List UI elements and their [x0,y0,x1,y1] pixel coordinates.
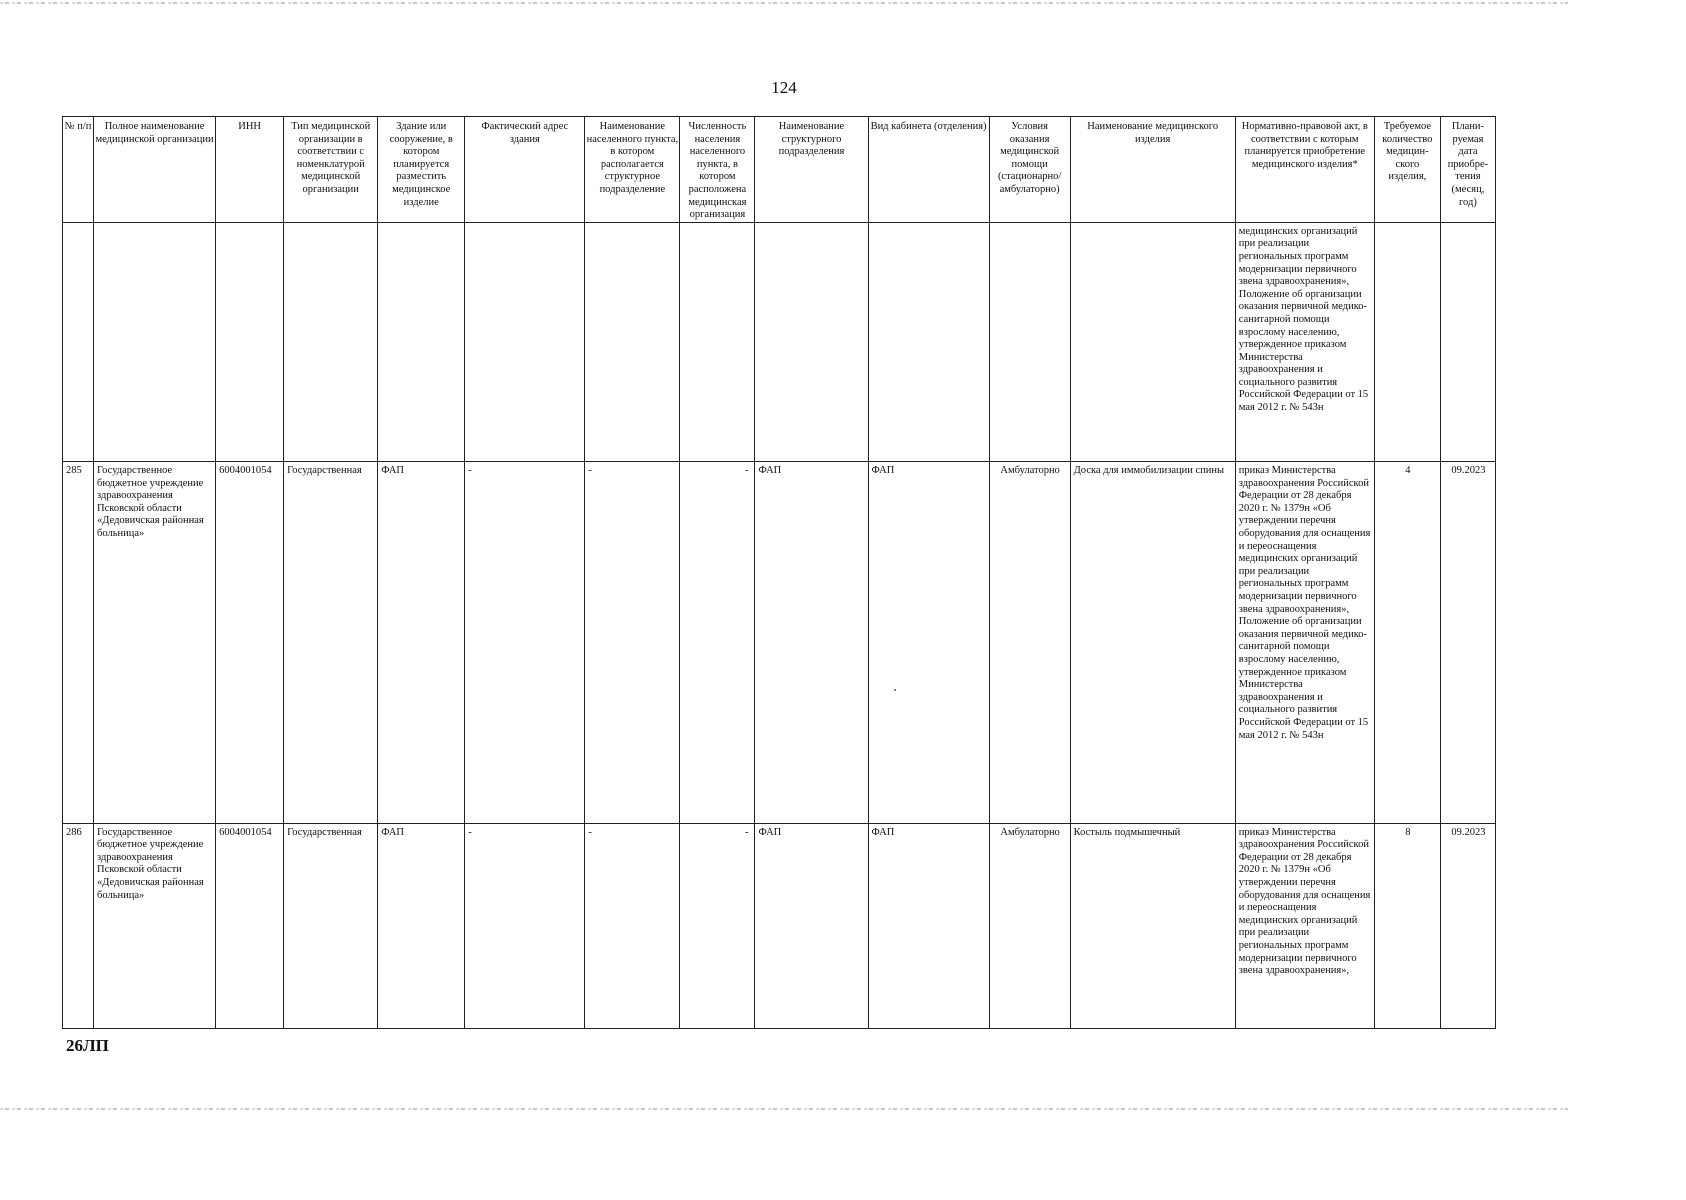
scan-speck [894,689,896,691]
cell-unit: ФАП [755,823,868,1028]
cell-empty [1070,222,1235,461]
header-num: № п/п [63,117,94,223]
header-cabinet: Вид кабинета (отделения) [868,117,989,223]
page-number: 124 [771,78,797,97]
header-conditions: Условия оказания медицинской помощи (стационарно/ амбулаторно) [989,117,1070,223]
cell-empty [989,222,1070,461]
header-type: Тип медицинской организации в соответствии с номенклатурой медицинской организации [284,117,378,223]
cell-empty [284,222,378,461]
cell-quantity: 8 [1374,823,1440,1028]
cell-empty [868,222,989,461]
cell-device: Костыль подмышечный [1070,823,1235,1028]
cell-empty [378,222,465,461]
cell-empty [216,222,284,461]
header-unit: Наименование структурного подразделения [755,117,868,223]
cell-settlement: - [585,462,680,824]
cell-legal-act: приказ Министерства здравоохранения Российской Федерации от 28 декабря 2020 г. № 1379н «Об утверждении перечня оборудования для оснащения и переоснащения медицинских организаций при реализации региональных программ модернизации первичного звена здравоохранения», Положение об организации оказания первичной медико-санитарной помощи взрослому населению, утвержденное приказом Министерства здравоохранения и социального развития Российской Федерации от 15 мая 2012 г. № 543н [1235,462,1374,824]
cell-unit: ФАП [755,462,868,824]
table-row-continuation [63,222,1496,461]
cell-legal-act: медицинских организаций при реализации региональных программ модернизации первичного звена здравоохранения», Положение об организации оказания первичной медико-санитарной помощи взрослому населению, утвержденное приказом Министерства здравоохранения и социального развития Российской Федерации от 15 мая 2012 г. № 543н [1235,222,1374,461]
cell-empty [1374,222,1440,461]
cell-empty [63,222,94,461]
cell-population: - [680,462,755,824]
cell-date: 09.2023 [1440,462,1495,824]
header-device: Наименование медицинского изделия [1070,117,1235,223]
cell-type: Государственная [284,462,378,824]
cell-inn: 6004001054 [216,462,284,824]
cell-empty [585,222,680,461]
scan-edge-top [0,2,1568,4]
cell-empty [94,222,216,461]
cell-conditions: Амбулаторно [989,823,1070,1028]
cell-date: 09.2023 [1440,823,1495,1028]
cell-building: ФАП [378,823,465,1028]
header-quantity: Требуемое количество медицин-ского изделия, [1374,117,1440,223]
table-row [63,823,1496,1028]
cell-building: ФАП [378,462,465,824]
cell-empty [1440,222,1495,461]
header-date: Плани-руемая дата приобре-тения (месяц, год) [1440,117,1495,223]
cell-device: Доска для иммобилизации спины [1070,462,1235,824]
cell-quantity: 4 [1374,462,1440,824]
header-inn: ИНН [216,117,284,223]
cell-conditions: Амбулаторно [989,462,1070,824]
table-row [63,462,1496,824]
cell-population: - [680,823,755,1028]
header-org: Полное наименование медицинской организации [94,117,216,223]
header-legal-act: Нормативно-правовой акт, в соответствии с которым планируется приобретение медицинского изделия* [1235,117,1374,223]
scan-edge-bottom [0,1108,1568,1110]
equipment-table [62,116,1496,1029]
cell-empty [465,222,585,461]
cell-legal-act: приказ Министерства здравоохранения Российской Федерации от 28 декабря 2020 г. № 1379н «Об утверждении перечня оборудования для оснащения и переоснащения медицинских организаций при реализации региональных программ модернизации первичного звена здравоохранения», [1235,823,1374,1028]
cell-num: 286 [63,823,94,1028]
cell-empty [755,222,868,461]
cell-org: Государственное бюджетное учреждение здравоохранения Псковской области «Дедовичская районная больница» [94,823,216,1028]
document-code: 26ЛП [66,1036,109,1055]
cell-num: 285 [63,462,94,824]
header-settlement: Наименование населенного пункта, в котором располагается структурное подразделение [585,117,680,223]
header-population: Численность населения населенного пункта, в котором расположена медицинская организация [680,117,755,223]
cell-inn: 6004001054 [216,823,284,1028]
cell-cabinet: ФАП [868,462,989,824]
header-address: Фактический адрес здания [465,117,585,223]
cell-org: Государственное бюджетное учреждение здравоохранения Псковской области «Дедовичская районная больница» [94,462,216,824]
cell-address: - [465,823,585,1028]
cell-empty [680,222,755,461]
cell-type: Государственная [284,823,378,1028]
cell-cabinet: ФАП [868,823,989,1028]
cell-address: - [465,462,585,824]
cell-settlement: - [585,823,680,1028]
header-building: Здание или сооружение, в котором планируется разместить медицинское изделие [378,117,465,223]
table-header-row [63,117,1496,223]
